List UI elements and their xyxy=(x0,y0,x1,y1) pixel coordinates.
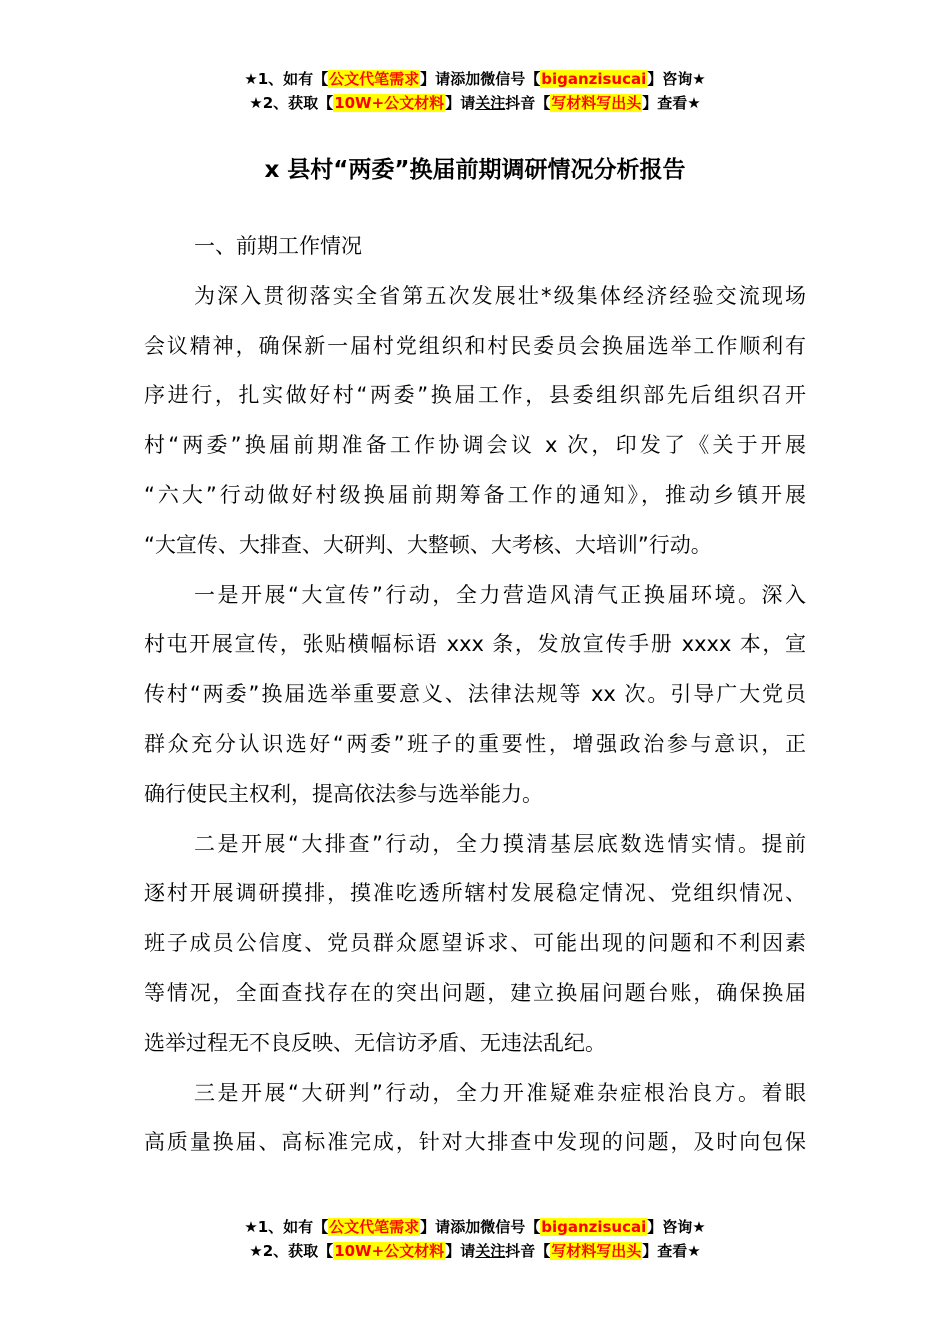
banner-highlight: 10W+公文材料 xyxy=(334,94,445,112)
banner-highlight: 公文代笔需求 xyxy=(329,70,420,88)
banner-highlight: 公文代笔需求 xyxy=(329,1218,420,1236)
banner-text: 】请 xyxy=(445,1242,476,1260)
banner-highlight: biganzisucai xyxy=(541,1218,647,1236)
banner-emphasis: 关注 xyxy=(475,1242,506,1260)
paragraph-line: 村屯开展宣传，张贴横幅标语 xxx 条，发放宣传手册 xxxx 本，宣 xyxy=(144,632,806,657)
paragraph-line: 逐村开展调研摸排，摸准吃透所辖村发展稳定情况、党组织情况、 xyxy=(144,881,806,906)
paragraph-line: “六大”行动做好村级换届前期筹备工作的通知》，推动乡镇开展 xyxy=(144,482,806,507)
paragraph-line: 村“两委”换届前期准备工作协调会议 x 次，印发了《关于开展 xyxy=(144,433,806,458)
paragraph-line: 会议精神，确保新一届村党组织和村民委员会换届选举工作顺利有 xyxy=(144,333,806,358)
paragraph-line: 二是开展“大排查”行动，全力摸清基层底数选情实情。提前 xyxy=(194,831,806,856)
banner-text: 微信号【 xyxy=(480,1218,541,1236)
section-heading: 一、前期工作情况 xyxy=(194,234,362,258)
banner-highlight: 写材料写出头 xyxy=(551,1242,642,1260)
banner-text: 】请 xyxy=(420,1218,451,1236)
paragraph-line: 选举过程无不良反映、无信访矛盾、无违法乱纪。 xyxy=(144,1030,606,1055)
banner-text: 】咨询★ xyxy=(647,1218,706,1236)
banner-text: ★2、获取【 xyxy=(249,1242,334,1260)
banner-text: 】请 xyxy=(420,70,451,88)
paragraph-line: 班子成员公信度、党员群众愿望诉求、可能出现的问题和不利因素 xyxy=(144,931,806,956)
paragraph-line: 为深入贯彻落实全省第五次发展壮*级集体经济经验交流现场 xyxy=(194,283,806,308)
paragraph-line: 三是开展“大研判”行动，全力开准疑难杂症根治良方。着眼 xyxy=(194,1080,806,1105)
banner-text: 】咨询★ xyxy=(647,70,706,88)
paragraph-line: “大宣传、大排查、大研判、大整顿、大考核、大培训”行动。 xyxy=(144,532,712,557)
banner-emphasis: 关注 xyxy=(475,94,506,112)
banner-line-1 xyxy=(0,1215,950,1239)
paragraph-line: 高质量换届、高标准完成，针对大排查中发现的问题，及时向包保 xyxy=(144,1130,806,1155)
banner-text: 抖音【 xyxy=(505,94,551,112)
paragraph-line: 等情况，全面查找存在的突出问题，建立换届问题台账，确保换届 xyxy=(144,980,806,1005)
document-body xyxy=(144,222,806,1168)
paragraph-line: 确行使民主权利，提高依法参与选举能力。 xyxy=(144,781,543,806)
banner-emphasis: 添加 xyxy=(450,70,481,88)
banner-highlight: biganzisucai xyxy=(541,70,647,88)
top-banner xyxy=(0,67,950,115)
banner-highlight: 写材料写出头 xyxy=(551,94,642,112)
paragraph-line: 群众充分认识选好“两委”班子的重要性，增强政治参与意识，正 xyxy=(144,731,806,756)
banner-highlight: 10W+公文材料 xyxy=(334,1242,445,1260)
banner-text: 】查看★ xyxy=(642,1242,701,1260)
banner-line-2 xyxy=(0,91,950,115)
banner-text: ★1、如有【 xyxy=(244,1218,329,1236)
paragraph-line: 一是开展“大宣传”行动，全力营造风清气正换届环境。深入 xyxy=(194,582,806,607)
banner-text: 】查看★ xyxy=(642,94,701,112)
banner-text: ★2、获取【 xyxy=(249,94,334,112)
banner-line-1 xyxy=(0,67,950,91)
banner-text: ★1、如有【 xyxy=(244,70,329,88)
paragraph-line: 序进行，扎实做好村“两委”换届工作，县委组织部先后组织召开 xyxy=(144,383,806,408)
banner-line-2 xyxy=(0,1239,950,1263)
banner-emphasis: 添加 xyxy=(450,1218,481,1236)
paragraph-line: 传村“两委”换届选举重要意义、法律法规等 xx 次。引导广大党员 xyxy=(144,682,806,707)
document-title: x 县村“两委”换届前期调研情况分析报告 xyxy=(264,157,686,183)
banner-text: 】请 xyxy=(445,94,476,112)
banner-text: 微信号【 xyxy=(480,70,541,88)
banner-text: 抖音【 xyxy=(505,1242,551,1260)
bottom-banner xyxy=(0,1215,950,1263)
